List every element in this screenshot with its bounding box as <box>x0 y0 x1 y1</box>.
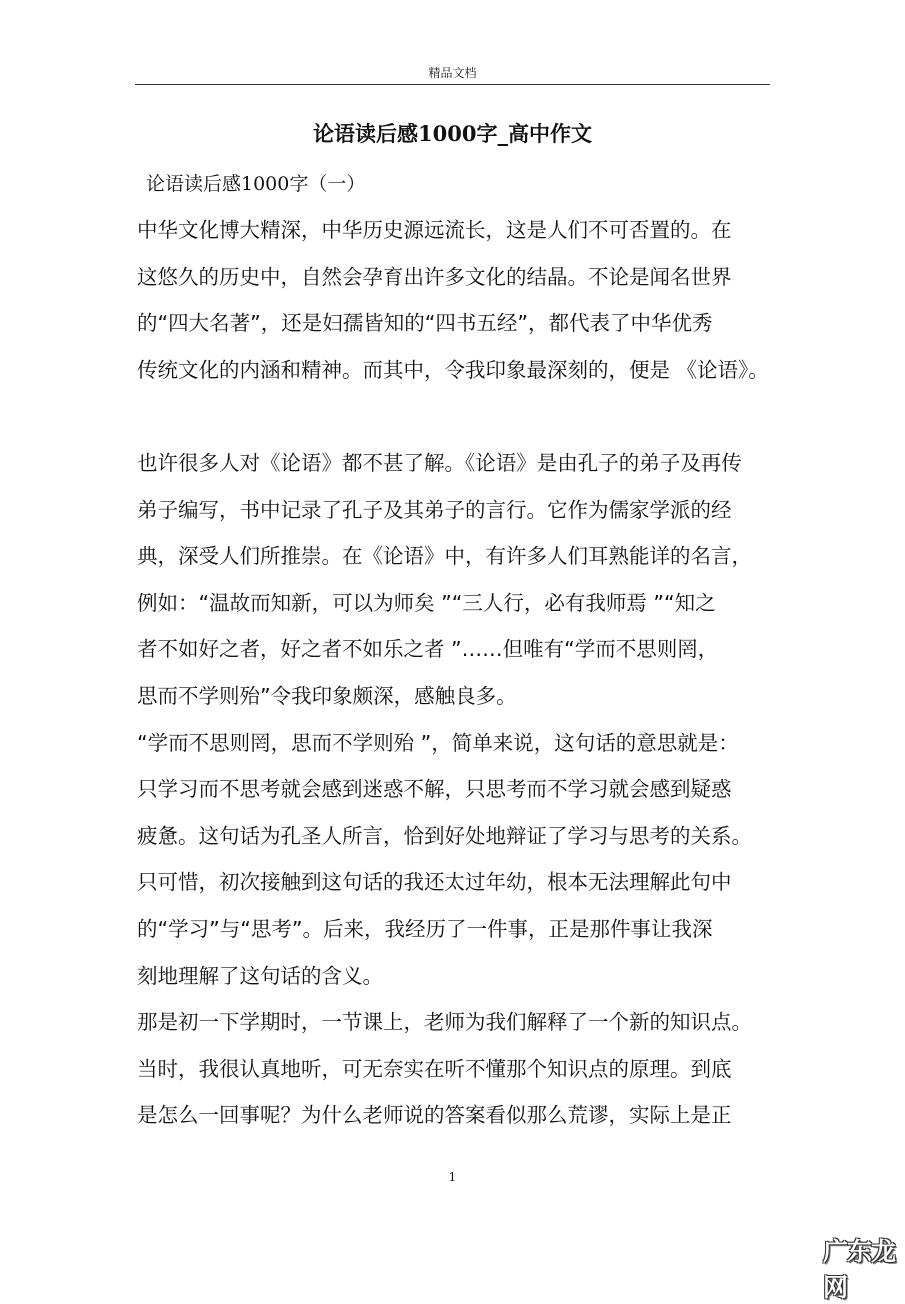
text-line: 也许很多人对《论语》都不甚了解。《论语》是由孔子的弟子及再传 <box>137 450 742 475</box>
blank-line <box>137 393 797 440</box>
paragraph-3 <box>137 720 797 1000</box>
text-line: 思而不学则殆”令我印象颇深，感触良多。 <box>137 683 517 708</box>
document-title: 论语读后感1000字_高中作文 <box>313 121 592 146</box>
text-line: 那是初一下学期时，一节课上，老师为我们解释了一个新的知识点。 <box>137 1010 752 1035</box>
section-heading: 论语读后感1000字（一） <box>146 173 366 195</box>
text-line: 中华文化博大精深，中华历史源远流长，这是人们不可否置的。在 <box>137 218 732 242</box>
text-line: 的“学习”与“思考”。后来，我经历了一件事，正是那件事让我深 <box>137 916 713 941</box>
text-line: 典，深受人们所推崇。在《论语》中，有许多人们耳熟能详的名言， <box>137 544 752 569</box>
text-line: 者不如好之者，好之者不如乐之者 ”……但唯有“学而不思则罔， <box>137 637 719 662</box>
document-body <box>137 207 797 1139</box>
paragraph-4 <box>137 999 797 1139</box>
page-header: 精品文档 <box>428 66 477 80</box>
text-line: 当时，我很认真地听，可无奈实在听不懂那个知识点的原理。到底 <box>137 1056 732 1081</box>
text-line: “学而不思则罔，思而不学则殆 ”，简单来说，这句话的意思就是： <box>137 730 739 755</box>
text-line: 这悠久的历史中，自然会孕育出许多文化的结晶。不论是闻名世界 <box>137 264 732 289</box>
header-rule <box>135 84 770 85</box>
paragraph-1 <box>137 207 797 393</box>
text-line: 只可惜，初次接触到这句话的我还太过年幼，根本无法理解此句中 <box>137 870 732 895</box>
text-line: 只学习而不思考就会感到迷惑不解，只思考而不学习就会感到疑惑 <box>137 777 732 802</box>
text-line: 传统文化的内涵和精神。而其中，令我印象最深刻的，便是 《论语》。 <box>137 357 769 382</box>
text-line: 刻地理解了这句话的含义。 <box>137 963 383 988</box>
text-line: 例如：“温故而知新，可以为师矣 ”“三人行，必有我师焉 ”“知之 <box>137 590 716 615</box>
page-number: 1 <box>448 1170 457 1184</box>
text-line: 的“四大名著”，还是妇孺皆知的“四书五经”，都代表了中华优秀 <box>137 311 713 336</box>
watermark-logo: 广东龙网 <box>823 1237 896 1302</box>
text-line: 弟子编写，书中记录了孔子及其弟子的言行。它作为儒家学派的经 <box>137 497 732 522</box>
text-line: 是怎么一回事呢？为什么老师说的答案看似那么荒谬，实际上是正 <box>137 1103 732 1128</box>
text-line: 疲惫。这句话为孔圣人所言，恰到好处地辩证了学习与思考的关系。 <box>137 823 752 848</box>
paragraph-2 <box>137 440 797 720</box>
